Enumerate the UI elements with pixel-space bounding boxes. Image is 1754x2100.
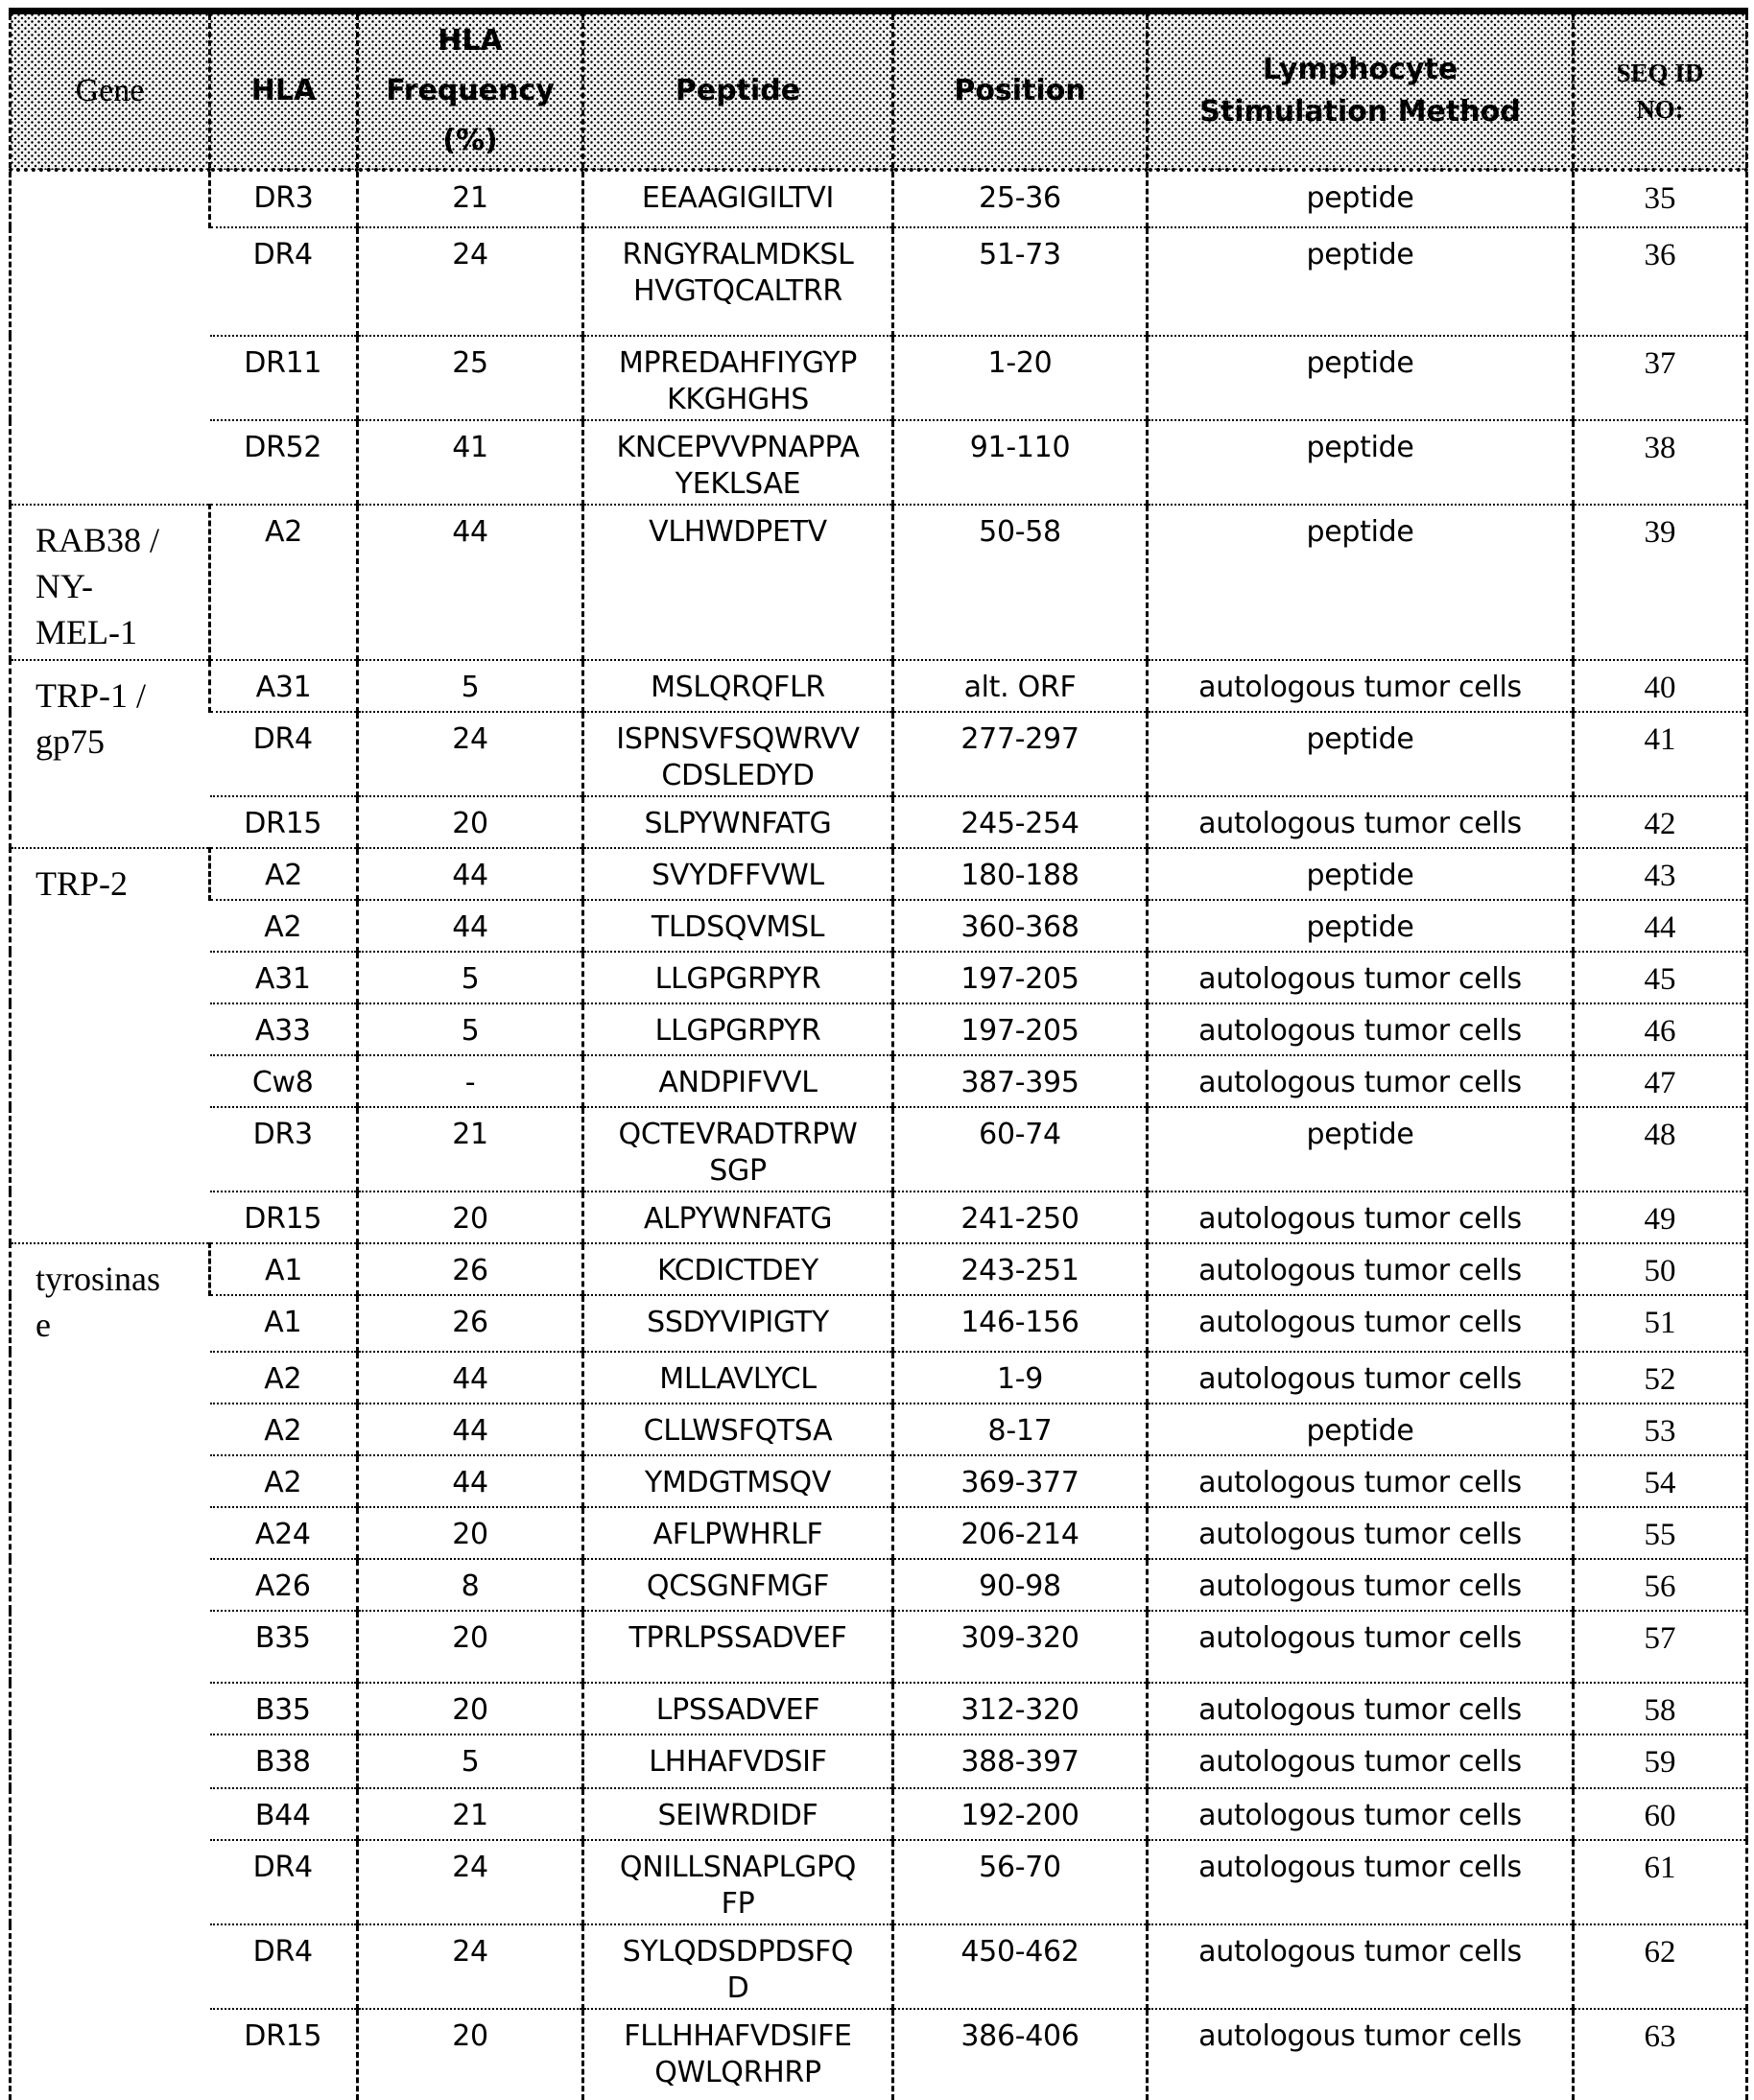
gene-cell: tyrosinase [11,1243,210,2100]
hla-frequency-cell: 24 [358,227,583,336]
position-cell: 369-377 [893,1455,1148,1507]
seq-id-cell: 41 [1574,712,1747,796]
gene-cell: RAB38 / NY- MEL-1 [11,505,210,660]
hla-cell: DR3 [210,170,358,227]
peptide-cell: QCSGNFMGF [583,1559,893,1611]
seq-id-cell: 42 [1574,796,1747,848]
stimulation-method-cell: autologous tumor cells [1148,1788,1574,1840]
table-row [11,1924,1747,2009]
position-cell: 206-214 [893,1507,1148,1559]
table-row [11,1611,1747,1683]
position-cell: 25-36 [893,170,1148,227]
hla-frequency-cell: 5 [358,952,583,1003]
hla-cell: A2 [210,1455,358,1507]
seq-id-cell: 58 [1574,1683,1747,1734]
hla-frequency-cell: 20 [358,1683,583,1734]
col-header-hla-frequency: HLA Frequency (%) [358,12,583,171]
peptide-cell: SLPYWNFATG [583,796,893,848]
stimulation-method-cell: peptide [1148,712,1574,796]
hla-frequency-cell: 5 [358,1734,583,1788]
table-row [11,227,1747,336]
hla-frequency-cell: 44 [358,1455,583,1507]
stimulation-method-cell: peptide [1148,848,1574,900]
col-header-position: Position [893,12,1148,171]
position-cell: 56-70 [893,1840,1148,1924]
hla-frequency-cell: 5 [358,1003,583,1055]
stimulation-method-cell: autologous tumor cells [1148,1192,1574,1243]
seq-id-cell: 63 [1574,2009,1747,2100]
seq-id-cell: 60 [1574,1788,1747,1840]
col-header-hla: HLA [210,12,358,171]
position-cell: 60-74 [893,1107,1148,1192]
position-cell: 1-9 [893,1352,1148,1404]
peptide-cell: LHHAFVDSIF [583,1734,893,1788]
hla-frequency-cell: - [358,1055,583,1107]
position-cell: 277-297 [893,712,1148,796]
antigen-peptide-table-wrap [9,8,1745,2100]
hla-cell: A31 [210,660,358,712]
table-row [11,1055,1747,1107]
position-cell: 197-205 [893,1003,1148,1055]
seq-id-cell: 61 [1574,1840,1747,1924]
hla-cell: DR4 [210,1840,358,1924]
hla-frequency-cell: 44 [358,505,583,660]
seq-id-cell: 57 [1574,1611,1747,1683]
hla-frequency-cell: 25 [358,336,583,420]
seq-id-cell: 55 [1574,1507,1747,1559]
hla-cell: A2 [210,900,358,952]
hla-cell: A26 [210,1559,358,1611]
seq-id-cell: 45 [1574,952,1747,1003]
position-cell: 241-250 [893,1192,1148,1243]
peptide-cell: SYLQDSDPDSFQ D [583,1924,893,2009]
table-row [11,1295,1747,1352]
hla-cell: A2 [210,1352,358,1404]
stimulation-method-cell: autologous tumor cells [1148,1003,1574,1055]
hla-cell: DR15 [210,1192,358,1243]
hla-cell: A2 [210,1404,358,1455]
table-row [11,2009,1747,2100]
stimulation-method-cell: autologous tumor cells [1148,1924,1574,2009]
hla-cell: B38 [210,1734,358,1788]
hla-cell: A2 [210,505,358,660]
peptide-cell: MPREDAHFIYGYP KKGHGHS [583,336,893,420]
stimulation-method-cell: peptide [1148,336,1574,420]
position-cell: 146-156 [893,1295,1148,1352]
seq-id-cell: 62 [1574,1924,1747,2009]
table-row [11,1559,1747,1611]
hla-frequency-cell: 44 [358,900,583,952]
stimulation-method-cell: autologous tumor cells [1148,1683,1574,1734]
stimulation-method-cell: autologous tumor cells [1148,1243,1574,1295]
gene-cell [11,170,210,505]
stimulation-method-cell: peptide [1148,170,1574,227]
table-row [11,505,1747,660]
seq-id-cell: 43 [1574,848,1747,900]
table-row [11,1788,1747,1840]
peptide-cell: LLGPGRPYR [583,1003,893,1055]
hla-frequency-cell: 44 [358,1352,583,1404]
seq-id-cell: 49 [1574,1192,1747,1243]
stimulation-method-cell: peptide [1148,900,1574,952]
hla-frequency-cell: 21 [358,1107,583,1192]
seq-id-cell: 47 [1574,1055,1747,1107]
seq-id-cell: 48 [1574,1107,1747,1192]
hla-frequency-cell: 26 [358,1243,583,1295]
seq-id-cell: 35 [1574,170,1747,227]
seq-id-cell: 50 [1574,1243,1747,1295]
hla-cell: A2 [210,848,358,900]
table-row [11,796,1747,848]
hla-cell: DR4 [210,712,358,796]
peptide-cell: ANDPIFVVL [583,1055,893,1107]
table-row [11,1107,1747,1192]
stimulation-method-cell: autologous tumor cells [1148,952,1574,1003]
hla-cell: DR4 [210,227,358,336]
hla-frequency-cell: 8 [358,1559,583,1611]
hla-frequency-cell: 24 [358,1924,583,2009]
hla-cell: DR11 [210,336,358,420]
hla-frequency-cell: 21 [358,170,583,227]
hla-frequency-cell: 44 [358,848,583,900]
seq-id-cell: 36 [1574,227,1747,336]
stimulation-method-cell: autologous tumor cells [1148,1611,1574,1683]
seq-id-cell: 37 [1574,336,1747,420]
seq-id-cell: 53 [1574,1404,1747,1455]
peptide-cell: ISPNSVFSQWRVV CDSLEDYD [583,712,893,796]
stimulation-method-cell: peptide [1148,1404,1574,1455]
hla-cell: DR3 [210,1107,358,1192]
stimulation-method-cell: autologous tumor cells [1148,1734,1574,1788]
hla-cell: B44 [210,1788,358,1840]
table-row [11,1404,1747,1455]
seq-id-cell: 52 [1574,1352,1747,1404]
table-row [11,952,1747,1003]
table-row [11,1507,1747,1559]
table-row [11,1352,1747,1404]
hla-cell: DR15 [210,796,358,848]
peptide-cell: QNILLSNAPLGPQ FP [583,1840,893,1924]
position-cell: 91-110 [893,420,1148,505]
position-cell: 51-73 [893,227,1148,336]
stimulation-method-cell: autologous tumor cells [1148,2009,1574,2100]
stimulation-method-cell: autologous tumor cells [1148,796,1574,848]
table-row [11,1683,1747,1734]
table-row [11,1840,1747,1924]
table-row [11,900,1747,952]
table-body [11,170,1747,2100]
header-row [11,12,1747,171]
table-row [11,712,1747,796]
hla-frequency-cell: 5 [358,660,583,712]
peptide-cell: MSLQRQFLR [583,660,893,712]
stimulation-method-cell: autologous tumor cells [1148,1455,1574,1507]
hla-cell: A31 [210,952,358,1003]
position-cell: 192-200 [893,1788,1148,1840]
stimulation-method-cell: autologous tumor cells [1148,1055,1574,1107]
antigen-peptide-table [9,8,1748,2100]
peptide-cell: LPSSADVEF [583,1683,893,1734]
hla-frequency-cell: 41 [358,420,583,505]
position-cell: 243-251 [893,1243,1148,1295]
peptide-cell: EEAAGIGILTVI [583,170,893,227]
stimulation-method-cell: autologous tumor cells [1148,1507,1574,1559]
table-header [11,12,1747,171]
peptide-cell: QCTEVRADTRPW SGP [583,1107,893,1192]
hla-cell: A1 [210,1295,358,1352]
hla-cell: DR4 [210,1924,358,2009]
position-cell: 450-462 [893,1924,1148,2009]
stimulation-method-cell: autologous tumor cells [1148,1295,1574,1352]
peptide-cell: RNGYRALMDKSL HVGTQCALTRR [583,227,893,336]
stimulation-method-cell: peptide [1148,505,1574,660]
seq-id-cell: 51 [1574,1295,1747,1352]
stimulation-method-cell: autologous tumor cells [1148,660,1574,712]
stimulation-method-cell: autologous tumor cells [1148,1840,1574,1924]
stimulation-method-cell: autologous tumor cells [1148,1559,1574,1611]
hla-cell: DR52 [210,420,358,505]
seq-id-cell: 44 [1574,900,1747,952]
hla-cell: DR15 [210,2009,358,2100]
hla-frequency-cell: 24 [358,712,583,796]
stimulation-method-cell: peptide [1148,227,1574,336]
position-cell: 388-397 [893,1734,1148,1788]
position-cell: 50-58 [893,505,1148,660]
position-cell: 8-17 [893,1404,1148,1455]
seq-id-cell: 54 [1574,1455,1747,1507]
seq-id-cell: 56 [1574,1559,1747,1611]
table-row [11,1003,1747,1055]
position-cell: 245-254 [893,796,1148,848]
hla-cell: Cw8 [210,1055,358,1107]
table-row [11,420,1747,505]
stimulation-method-cell: peptide [1148,420,1574,505]
table-row [11,848,1747,900]
hla-cell: A33 [210,1003,358,1055]
col-header-gene: Gene [11,12,210,171]
gene-cell: TRP-1 / gp75 [11,660,210,848]
position-cell: 387-395 [893,1055,1148,1107]
seq-id-cell: 59 [1574,1734,1747,1788]
peptide-cell: TPRLPSSADVEF [583,1611,893,1683]
position-cell: 1-20 [893,336,1148,420]
peptide-cell: YMDGTMSQV [583,1455,893,1507]
col-header-peptide: Peptide [583,12,893,171]
seq-id-cell: 46 [1574,1003,1747,1055]
table-row [11,660,1747,712]
hla-frequency-cell: 20 [358,2009,583,2100]
seq-id-cell: 39 [1574,505,1747,660]
table-row [11,1734,1747,1788]
table-row [11,1243,1747,1295]
peptide-cell: CLLWSFQTSA [583,1404,893,1455]
gene-cell: TRP-2 [11,848,210,1243]
position-cell: 309-320 [893,1611,1148,1683]
position-cell: 312-320 [893,1683,1148,1734]
hla-frequency-cell: 26 [358,1295,583,1352]
peptide-cell: LLGPGRPYR [583,952,893,1003]
table-row [11,170,1747,227]
hla-cell: A24 [210,1507,358,1559]
position-cell: 180-188 [893,848,1148,900]
stimulation-method-cell: autologous tumor cells [1148,1352,1574,1404]
peptide-cell: MLLAVLYCL [583,1352,893,1404]
col-header-lymphocyte-stimulation-method: Lymphocyte Stimulation Method [1148,12,1574,171]
position-cell: 386-406 [893,2009,1148,2100]
peptide-cell: VLHWDPETV [583,505,893,660]
hla-cell: B35 [210,1611,358,1683]
hla-frequency-cell: 20 [358,1192,583,1243]
hla-frequency-cell: 44 [358,1404,583,1455]
peptide-cell: SVYDFFVWL [583,848,893,900]
seq-id-cell: 40 [1574,660,1747,712]
peptide-cell: SSDYVIPIGTY [583,1295,893,1352]
position-cell: 197-205 [893,952,1148,1003]
position-cell: 90-98 [893,1559,1148,1611]
peptide-cell: ALPYWNFATG [583,1192,893,1243]
hla-frequency-cell: 20 [358,1611,583,1683]
hla-frequency-cell: 20 [358,796,583,848]
table-row [11,336,1747,420]
position-cell: 360-368 [893,900,1148,952]
peptide-cell: FLLHHAFVDSIFE QWLQRHRP [583,2009,893,2100]
col-header-seq-id-no: SEQ ID NO: [1574,12,1747,171]
peptide-cell: TLDSQVMSL [583,900,893,952]
peptide-cell: KNCEPVVPNAPPA YEKLSAE [583,420,893,505]
stimulation-method-cell: peptide [1148,1107,1574,1192]
hla-frequency-cell: 20 [358,1507,583,1559]
table-row [11,1455,1747,1507]
hla-cell: B35 [210,1683,358,1734]
seq-id-cell: 38 [1574,420,1747,505]
peptide-cell: KCDICTDEY [583,1243,893,1295]
hla-cell: A1 [210,1243,358,1295]
peptide-cell: SEIWRDIDF [583,1788,893,1840]
hla-frequency-cell: 24 [358,1840,583,1924]
hla-frequency-cell: 21 [358,1788,583,1840]
table-row [11,1192,1747,1243]
peptide-cell: AFLPWHRLF [583,1507,893,1559]
position-cell: alt. ORF [893,660,1148,712]
